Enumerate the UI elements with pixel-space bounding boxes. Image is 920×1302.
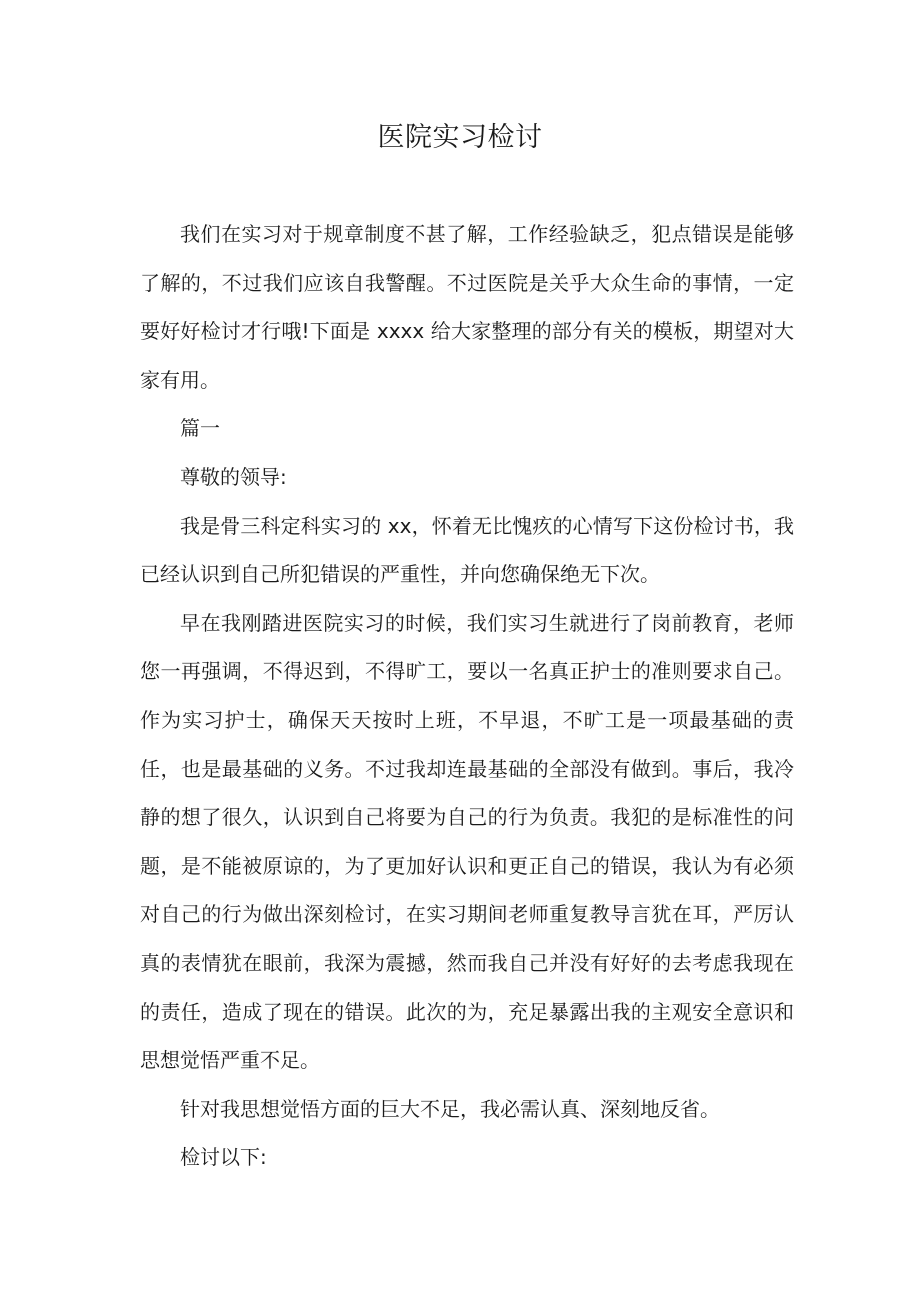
paragraph-intro: 我们在实习对于规章制度不甚了解，工作经验缺乏，犯点错误是能够了解的，不过我们应该自我警醒。不过医院是关乎大众生命的事情，一定要好好检讨才行哦!下面是 xxxx 给大家整理的部分有关的模板，期望对大家有用。 — [140, 222, 794, 392]
salutation: 尊敬的领导: — [180, 464, 287, 489]
document-body — [140, 210, 794, 1182]
paragraph-resolution: 针对我思想觉悟方面的巨大不足，我必需认真、深刻地反省。 — [180, 1096, 720, 1121]
paragraph-self-introduction: 我是骨三科定科实习的 xx，怀着无比愧疚的心情写下这份检讨书，我已经认识到自己所犯错误的严重性，并向您确保绝无下次。 — [140, 513, 794, 587]
paragraph-main-reflection: 早在我刚踏进医院实习的时候，我们实习生就进行了岗前教育，老师您一再强调，不得迟到，不得旷工，要以一名真正护士的准则要求自己。作为实习护士，确保天天按时上班，不早退，不旷工是一项最基础的责任，也是最基础的义务。不过我却连最基础的全部没有做到。事后，我冷静的想了很久，认识到自己将要为自己的行为负责。我犯的是标准性的问题，是不能被原谅的，为了更加好认识和更正自己的错误，我认为有必须对自己的行为做出深刻检讨，在实习期间老师重复教导言犹在耳，严厉认真的表情犹在眼前，我深为震撼，然而我自己并没有好好的去考虑我现在的责任，造成了现在的错误。此次的为，充足暴露出我的主观安全意识和思想觉悟严重不足。 — [140, 610, 794, 1073]
paragraph-review-lead: 检讨以下: — [180, 1145, 267, 1170]
section-heading: 篇一 — [180, 416, 220, 441]
document-title: 医院实习检讨 — [377, 122, 543, 153]
